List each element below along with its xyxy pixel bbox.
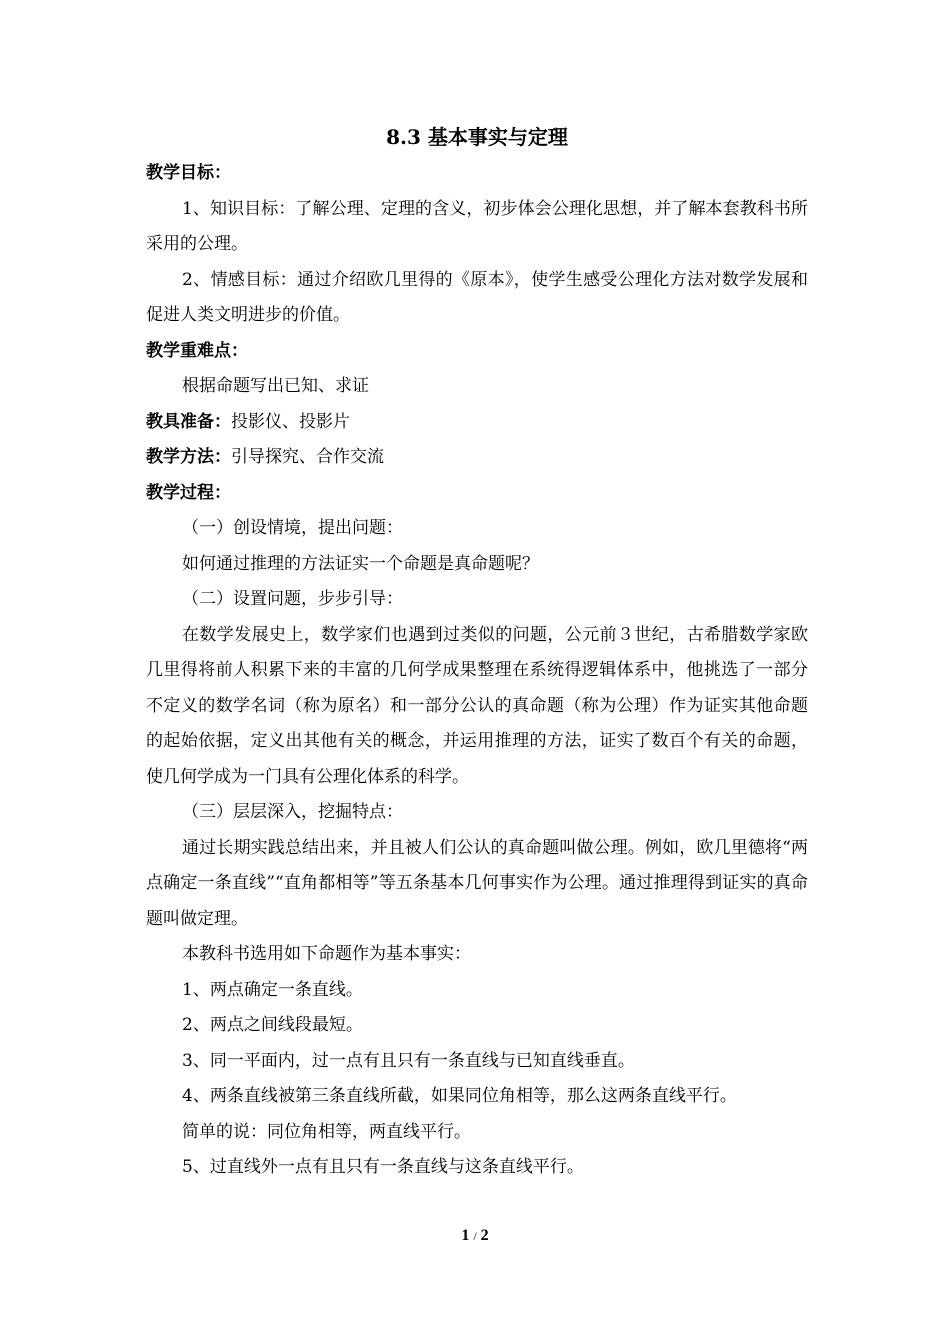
key-points-text: 根据命题写出已知、求证 (182, 376, 369, 396)
tools-text: 投影仪、投影片 (231, 411, 350, 432)
total-pages: 2 (480, 1227, 489, 1244)
facts-intro: 本教科书选用如下命题作为基本事实： (182, 944, 471, 964)
page-title: 8.3 基本事实与定理 (386, 125, 568, 149)
objective-item-1: 1、知识目标：了解公理、定理的含义，初步体会公理化思想，并了解本套教科书所采用的公理。 (146, 198, 808, 254)
fact-item-1: 1、两点确定一条直线。 (182, 979, 363, 1000)
tools-row (146, 405, 808, 441)
step2-heading: （二）设置问题，步步引导： (182, 589, 403, 609)
fact-item-5: 5、过直线外一点有且只有一条直线与这条直线平行。 (182, 1157, 584, 1177)
page-separator: / (473, 1229, 477, 1243)
step3-text: 通过长期实践总结出来，并且被人们公认的真命题叫做公理。例如，欧几里德将“两点确定一条直线”“直角都相等”等五条基本几何事实作为公理。通过推理得到证实的真命题叫做定理。 (146, 837, 808, 929)
fact-item-4: 4、两条直线被第三条直线所截，如果同位角相等，那么这两条直线平行。 (182, 1086, 737, 1106)
methods-label: 教学方法： (146, 447, 231, 467)
fact-item-4-summary: 简单的说：同位角相等，两直线平行。 (182, 1121, 471, 1142)
fact-item-3: 3、同一平面内，过一点有且只有一条直线与已知直线垂直。 (182, 1050, 635, 1071)
methods-row (146, 440, 808, 476)
step2-text: 在数学发展史上，数学家们也遇到过类似的问题，公元前３世纪，古希腊数学家欧几里得将前人积累下来的丰富的几何学成果整理在系统得逻辑体系中，他挑选了一部分不定义的数学名词（称为原名）和一部分公认的真命题（称为公理）作为证实其他命题的起始依据，定义出其他有关的概念，并运用推理的方法，证实了数百个有关的命题，使几何学成为一门具有公理化体系的科学。 (146, 624, 808, 787)
step1-heading: （一）创设情境，提出问题： (182, 518, 403, 538)
methods-text: 引导探究、合作交流 (231, 447, 384, 467)
document-page (146, 118, 808, 1186)
objective-item-2: 2、情感目标：通过介绍欧几里得的《原本》，使学生感受公理化方法对数学发展和促进人类文明进步的价值。 (146, 269, 808, 325)
tools-label: 教具准备： (146, 411, 231, 432)
page-number (0, 1227, 950, 1245)
process-label: 教学过程： (146, 482, 231, 503)
step3-heading: （三）层层深入，挖掘特点： (182, 802, 403, 822)
step1-text: 如何通过推理的方法证实一个命题是真命题呢？ (182, 553, 539, 574)
current-page: 1 (461, 1227, 470, 1244)
fact-item-2: 2、两点之间线段最短。 (182, 1015, 363, 1035)
key-points-label: 教学重难点： (146, 340, 248, 361)
objectives-label: 教学目标： (146, 163, 231, 183)
